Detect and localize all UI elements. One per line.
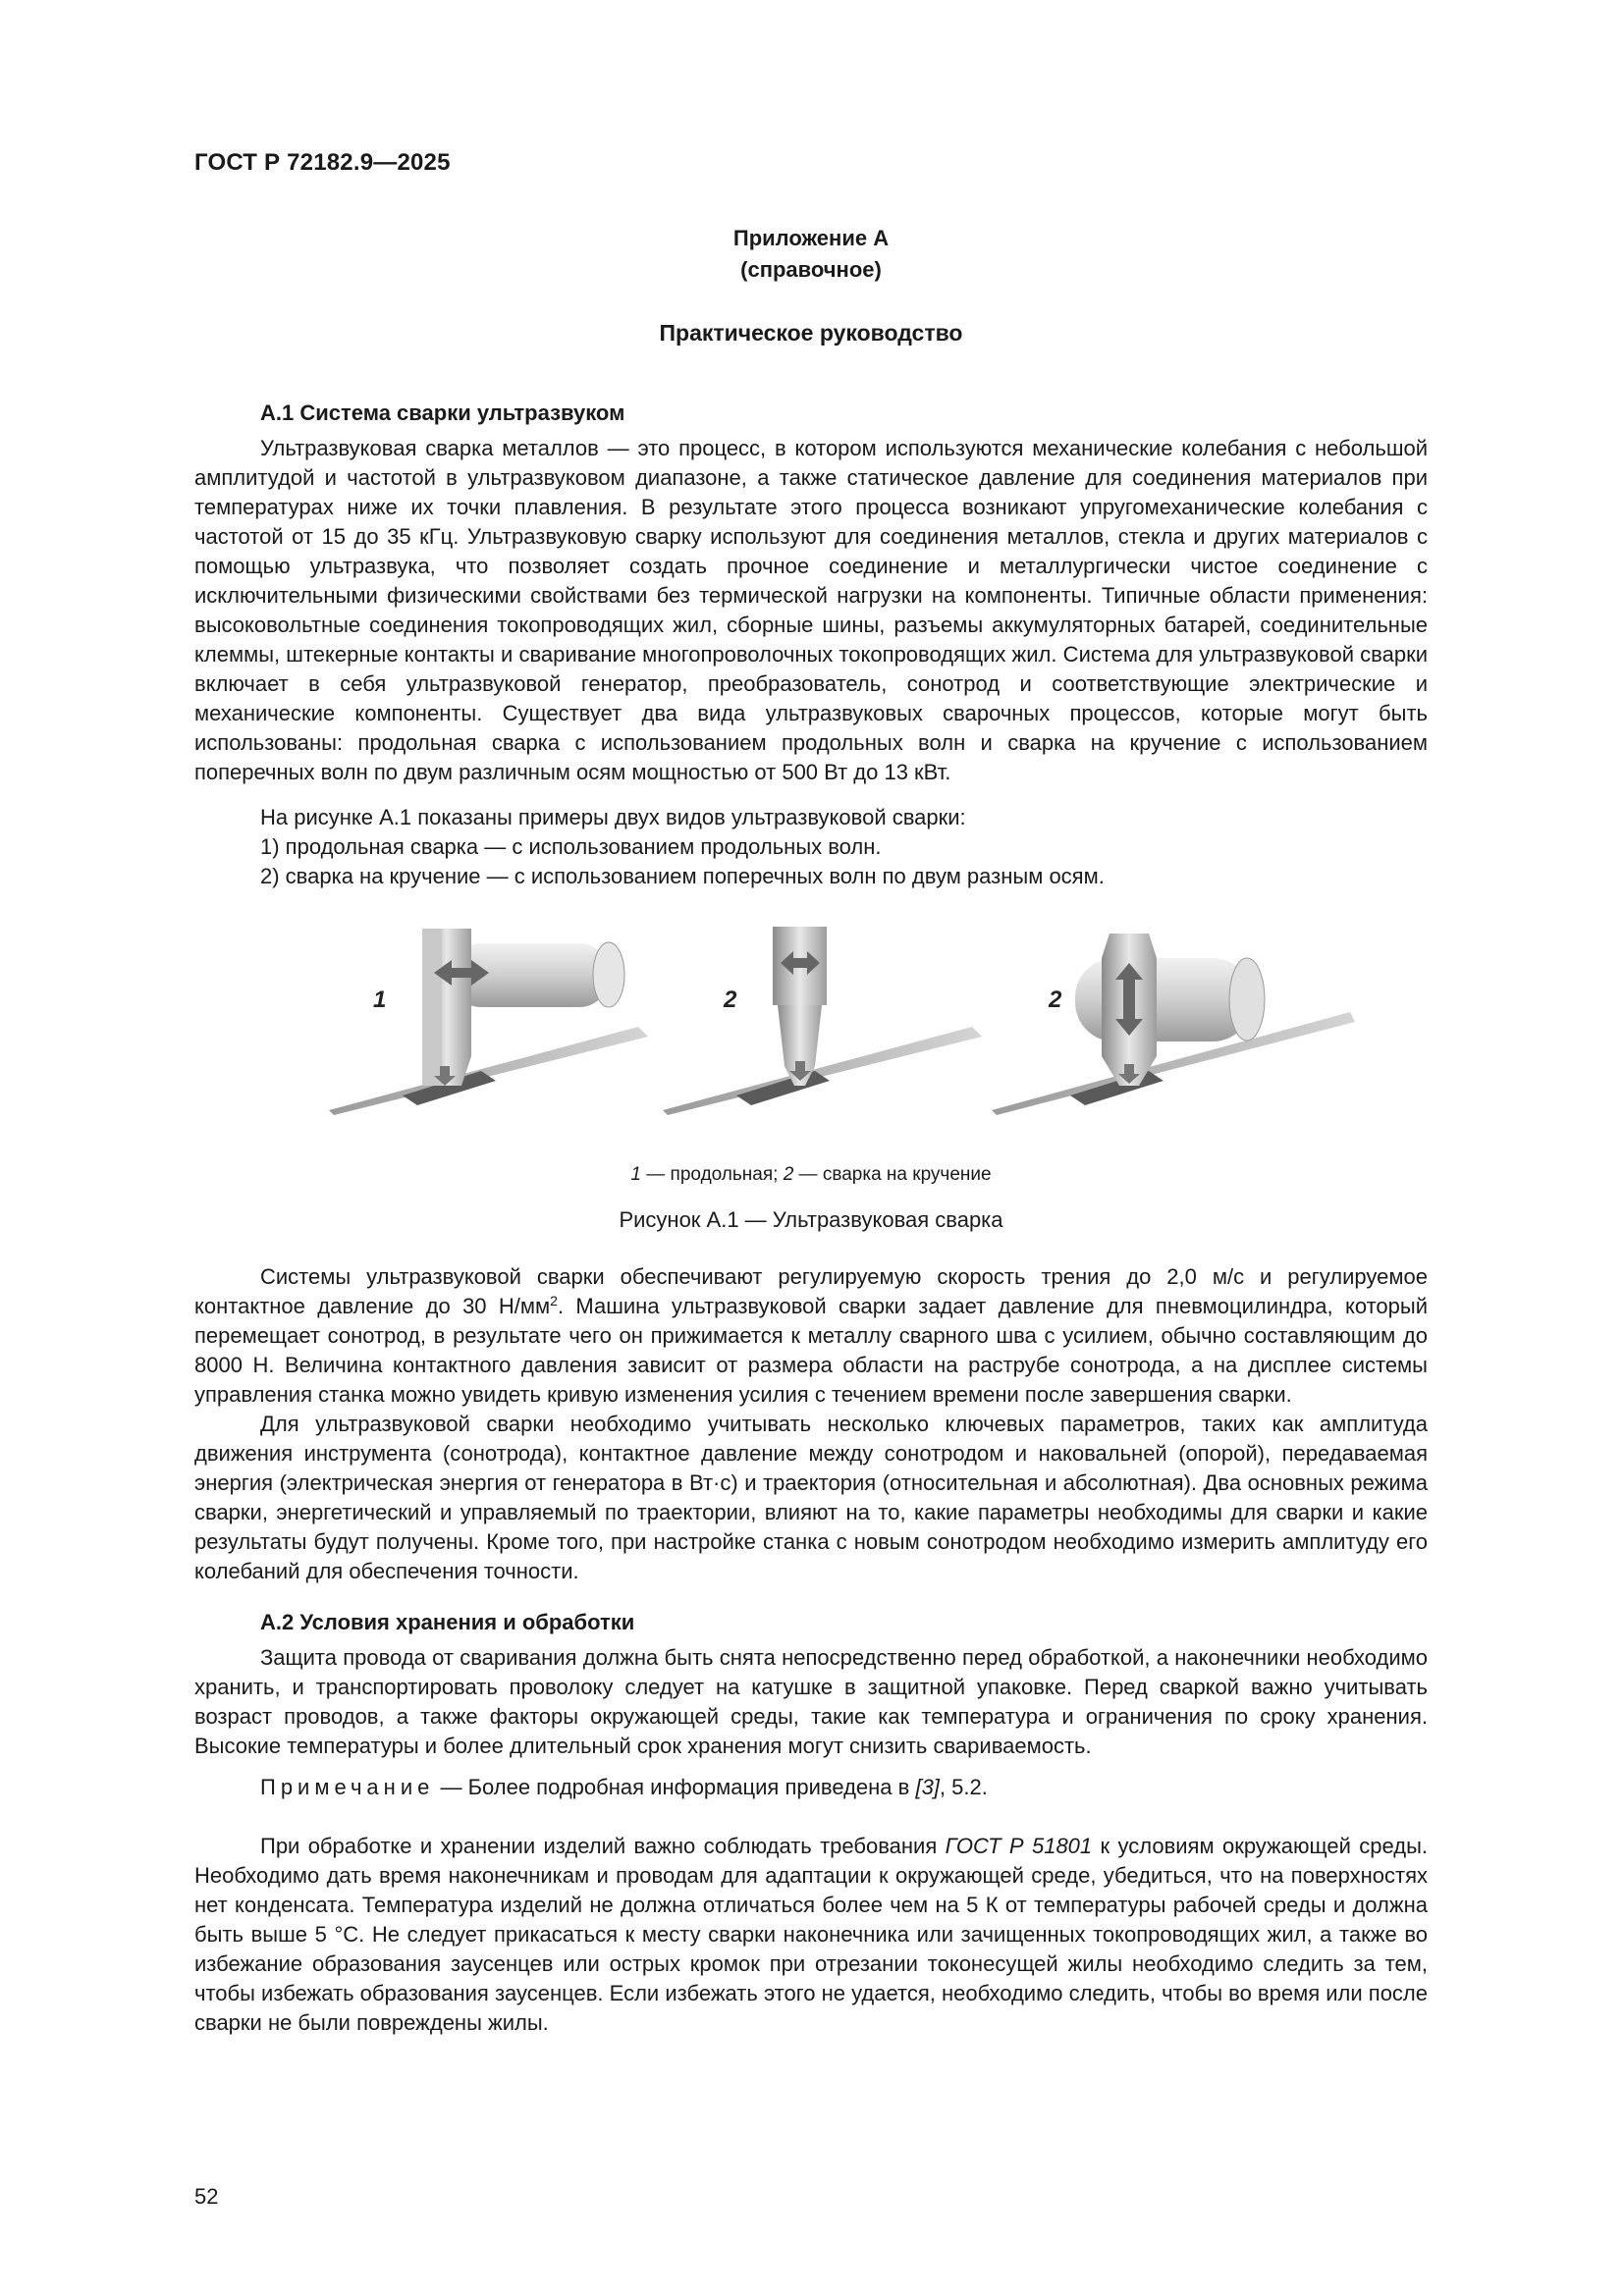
note-line bbox=[194, 1773, 1428, 1802]
figure-legend bbox=[194, 1164, 1428, 1186]
note-label: Примечание bbox=[260, 1775, 435, 1799]
section-a1-paragraph-4: Для ультразвуковой сварки необходимо учитывать несколько ключевых параметров, таких как амплитуда движения инструмента (сонотрода), контактное давление между сонотродом и наковальней (опорой), передаваемая энергия (электрическая энергия от генератора в Вт·с) и траектория (относительная и абсолютная). Два основных режима сварки, энергетический и управляемый по траектории, влияют на то, какие параметры необходимы для сварки и какие результаты будут получены. Кроме того, при настройке станка с новым сонотродом необходимо измерить амплитуду его колебаний для обеспечения точности. bbox=[194, 1412, 1428, 1583]
section-a1-heading: А.1 Система сварки ультразвуком bbox=[260, 400, 625, 425]
annex-title: Приложение А bbox=[732, 226, 890, 250]
legend-text-1: — продольная; bbox=[641, 1164, 784, 1185]
figure-intro-line: На рисунке А.1 показаны примеры двух видов ультразвуковой сварки: bbox=[260, 805, 966, 829]
section-a1-paragraph-1: Ультразвуковая сварка металлов — это процесс, в котором используются механические колебания с небольшой амплитудой и частотой в ультразвуковом диапазоне, а также статическое давление для соединения материалов при температурах ниже их точки плавления. В результате этого процесса возникают упругомеханические колебания с частотой от 15 до 35 кГц. Ультразвуковую сварку используют для соединения металлов, стекла и других материалов с помощью ультразвука, что позволяет создать прочное соединение и металлургически чистое соединение с исключительными физическими свойствами без термической нагрузки на компоненты. Типичные области применения: высоковольтные соединения токопроводящих жил, сборные шины, разъемы аккумуляторных батарей, соединительные клеммы, штекерные контакты и сваривание многопроволочных токопроводящих жил. Система для ультразвуковой сварки включает в себя ультразвуковой генератор, преобразователь, сонотрод и соответствующие электрические и механические компоненты. Существует два вида ультразвуковых сварочных процессов, которые могут быть использованы: продольная сварка с использованием продольных волн и сварка на кручение с использованием поперечных волн по двум различным осям мощностью от 500 Вт до 13 кВт. bbox=[194, 436, 1428, 784]
guide-title: Практическое руководство bbox=[659, 320, 963, 346]
note-end: , 5.2. bbox=[939, 1775, 988, 1799]
section-a1-paragraph-3 bbox=[194, 1262, 1428, 1410]
page-number: 52 bbox=[194, 2184, 219, 2209]
section-a2-heading: А.2 Условия хранения и обработки bbox=[260, 1610, 635, 1634]
document-code: ГОСТ Р 72182.9—2025 bbox=[194, 149, 451, 176]
longitudinal-welding-illustration bbox=[329, 929, 648, 1115]
para2-start: При обработке и хранении изделий важно соблюдать требования bbox=[260, 1834, 946, 1858]
para3-start: Системы ультразвуковой сварки обеспечивают регулируемую скорость трения до 2,0 м/с и регулируемое контактное давление до 30 Н/мм bbox=[194, 1264, 1428, 1318]
legend-num-2: 2 bbox=[783, 1164, 794, 1185]
section-a2-paragraph-1: Защита провода от сваривания должна быть снята непосредственно перед обработкой, а наконечники необходимо хранить, и транспортировать проволоку следует на катушке в защитной упаковке. Перед сваркой важно учитывать возраст проводов, а также факторы окружающей среды, такие как температура и ограничения по сроку хранения. Высокие температуры и более длительный срок хранения могут снизить свариваемость. bbox=[194, 1645, 1428, 1758]
section-a2-paragraph-2 bbox=[194, 1832, 1428, 2038]
figure-caption: Рисунок А.1 — Ультразвуковая сварка bbox=[619, 1207, 1003, 1232]
para2-end: к условиям окружающей среды. Необходимо дать время наконечникам и проводам для адаптации к окружающей среде, убедиться, что на поверхностях нет конденсата. Температура изделий не должна отличаться более чем на 5 К от температуры рабочей среды и должна быть выше 5 °С. Не следует прикасаться к месту сварки наконечника или зачищенных токопроводящих жил, а также во избежание образования заусенцев или острых кромок при отрезании токонесущей жилы необходимо следить за тем, чтобы избежать образования заусенцев. Если избежать этого не удается, необходимо следить, чтобы во время или после сварки не были повреждены жилы. bbox=[194, 1834, 1428, 2035]
note-reference: [3] bbox=[915, 1775, 940, 1799]
ultrasonic-welding-figure bbox=[324, 919, 1355, 1115]
label-1: 1 bbox=[373, 987, 387, 1013]
annex-type: (справочное) bbox=[740, 257, 882, 282]
conductor-strip bbox=[329, 1027, 648, 1115]
superscript-2: 2 bbox=[550, 1293, 558, 1308]
conductor-strip bbox=[663, 1027, 982, 1115]
legend-num-1: 1 bbox=[630, 1164, 641, 1185]
legend-text-2: — сварка на кручение bbox=[793, 1164, 992, 1185]
note-text: — Более подробная информация приведена в bbox=[434, 1775, 916, 1799]
list-item-torsional: 2) сварка на кручение — с использованием поперечных волн по двум разным осям. bbox=[260, 864, 1105, 888]
standard-reference: ГОСТ Р 51801 bbox=[945, 1834, 1093, 1858]
label-2a: 2 bbox=[724, 987, 737, 1013]
para3-end: . Машина ультразвуковой сварки задает давление для пневмоцилиндра, который перемещает сонотрод, в результате чего он прижимается к металлу сварного шва с усилием, обычно составляющим до 8000 Н. Величина контактного давления зависит от размера области на раструбе сонотрода, а на дисплее системы управления станка можно увидеть кривую изменения усилия с течением времени после завершения сварки. bbox=[194, 1294, 1428, 1407]
torsional-welding-illustration-a bbox=[663, 927, 982, 1115]
label-2b: 2 bbox=[1049, 987, 1062, 1013]
list-item-longitudinal: 1) продольная сварка — с использованием продольных волн. bbox=[260, 834, 882, 859]
torsional-welding-illustration-b bbox=[992, 934, 1355, 1115]
